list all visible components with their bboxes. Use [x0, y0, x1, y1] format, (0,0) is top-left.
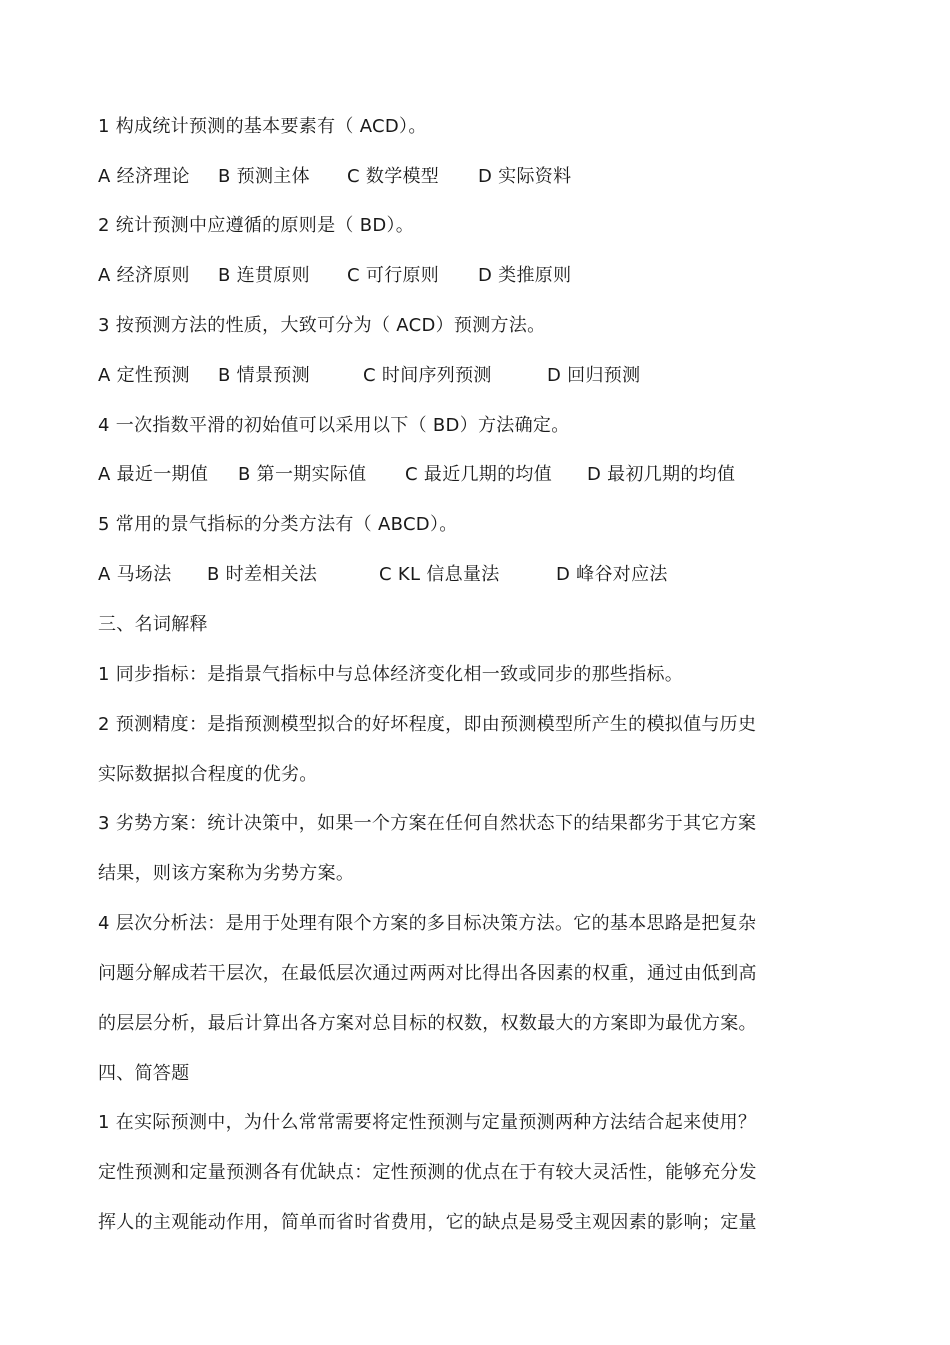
short-answer-line: 挥人的主观能动作用，简单而省时省费用，它的缺点是易受主观因素的影响；定量: [98, 1212, 757, 1233]
option-c: C 时间序列预测: [363, 365, 492, 386]
option-a: A 经济理论: [98, 166, 190, 187]
definition-line: 的层层分析，最后计算出各方案对总目标的权数，权数最大的方案即为最优方案。: [98, 1013, 757, 1034]
definition-line: 问题分解成若干层次，在最低层次通过两两对比得出各因素的权重，通过由低到高: [98, 963, 757, 984]
question-4: 4 一次指数平滑的初始值可以采用以下（ BD）方法确定。: [98, 415, 570, 436]
option-d: D 回归预测: [547, 365, 641, 386]
option-d: D 最初几期的均值: [587, 464, 736, 485]
option-a: A 马场法: [98, 564, 172, 585]
option-b: B 第一期实际值: [238, 464, 367, 485]
option-b: B 时差相关法: [207, 564, 318, 585]
option-b: B 情景预测: [218, 365, 310, 386]
option-a: A 最近一期值: [98, 464, 209, 485]
definition-line: 实际数据拟合程度的优劣。: [98, 764, 318, 785]
definition-line: 4 层次分析法：是用于处理有限个方案的多目标决策方法。它的基本思路是把复杂: [98, 913, 757, 934]
definition-line: 1 同步指标：是指景气指标中与总体经济变化相一致或同步的那些指标。: [98, 664, 684, 685]
option-a: A 定性预测: [98, 365, 190, 386]
definition-line: 2 预测精度：是指预测模型拟合的好坏程度，即由预测模型所产生的模拟值与历史: [98, 714, 757, 735]
option-d: D 峰谷对应法: [556, 564, 668, 585]
option-d: D 类推原则: [478, 265, 572, 286]
option-b: B 预测主体: [218, 166, 310, 187]
question-1: 1 构成统计预测的基本要素有（ ACD）。: [98, 116, 427, 137]
question-2: 2 统计预测中应遵循的原则是（ BD）。: [98, 215, 415, 236]
short-answer-line: 定性预测和定量预测各有优缺点：定性预测的优点在于有较大灵活性，能够充分发: [98, 1162, 757, 1183]
question-3: 3 按预测方法的性质，大致可分为（ ACD）预测方法。: [98, 315, 546, 336]
option-c: C 最近几期的均值: [405, 464, 552, 485]
option-c: C 可行原则: [347, 265, 440, 286]
section-heading-short-answer: 四、简答题: [98, 1063, 190, 1084]
option-b: B 连贯原则: [218, 265, 310, 286]
option-d: D 实际资料: [478, 166, 572, 187]
section-heading-definitions: 三、名词解释: [98, 614, 208, 635]
option-a: A 经济原则: [98, 265, 190, 286]
question-5: 5 常用的景气指标的分类方法有（ ABCD）。: [98, 514, 458, 535]
definition-line: 3 劣势方案：统计决策中，如果一个方案在任何自然状态下的结果都劣于其它方案: [98, 813, 757, 834]
definition-line: 结果，则该方案称为劣势方案。: [98, 863, 355, 884]
option-c: C 数学模型: [347, 166, 440, 187]
option-c: C KL 信息量法: [379, 564, 500, 585]
short-answer-line: 1 在实际预测中，为什么常常需要将定性预测与定量预测两种方法结合起来使用？: [98, 1112, 757, 1133]
